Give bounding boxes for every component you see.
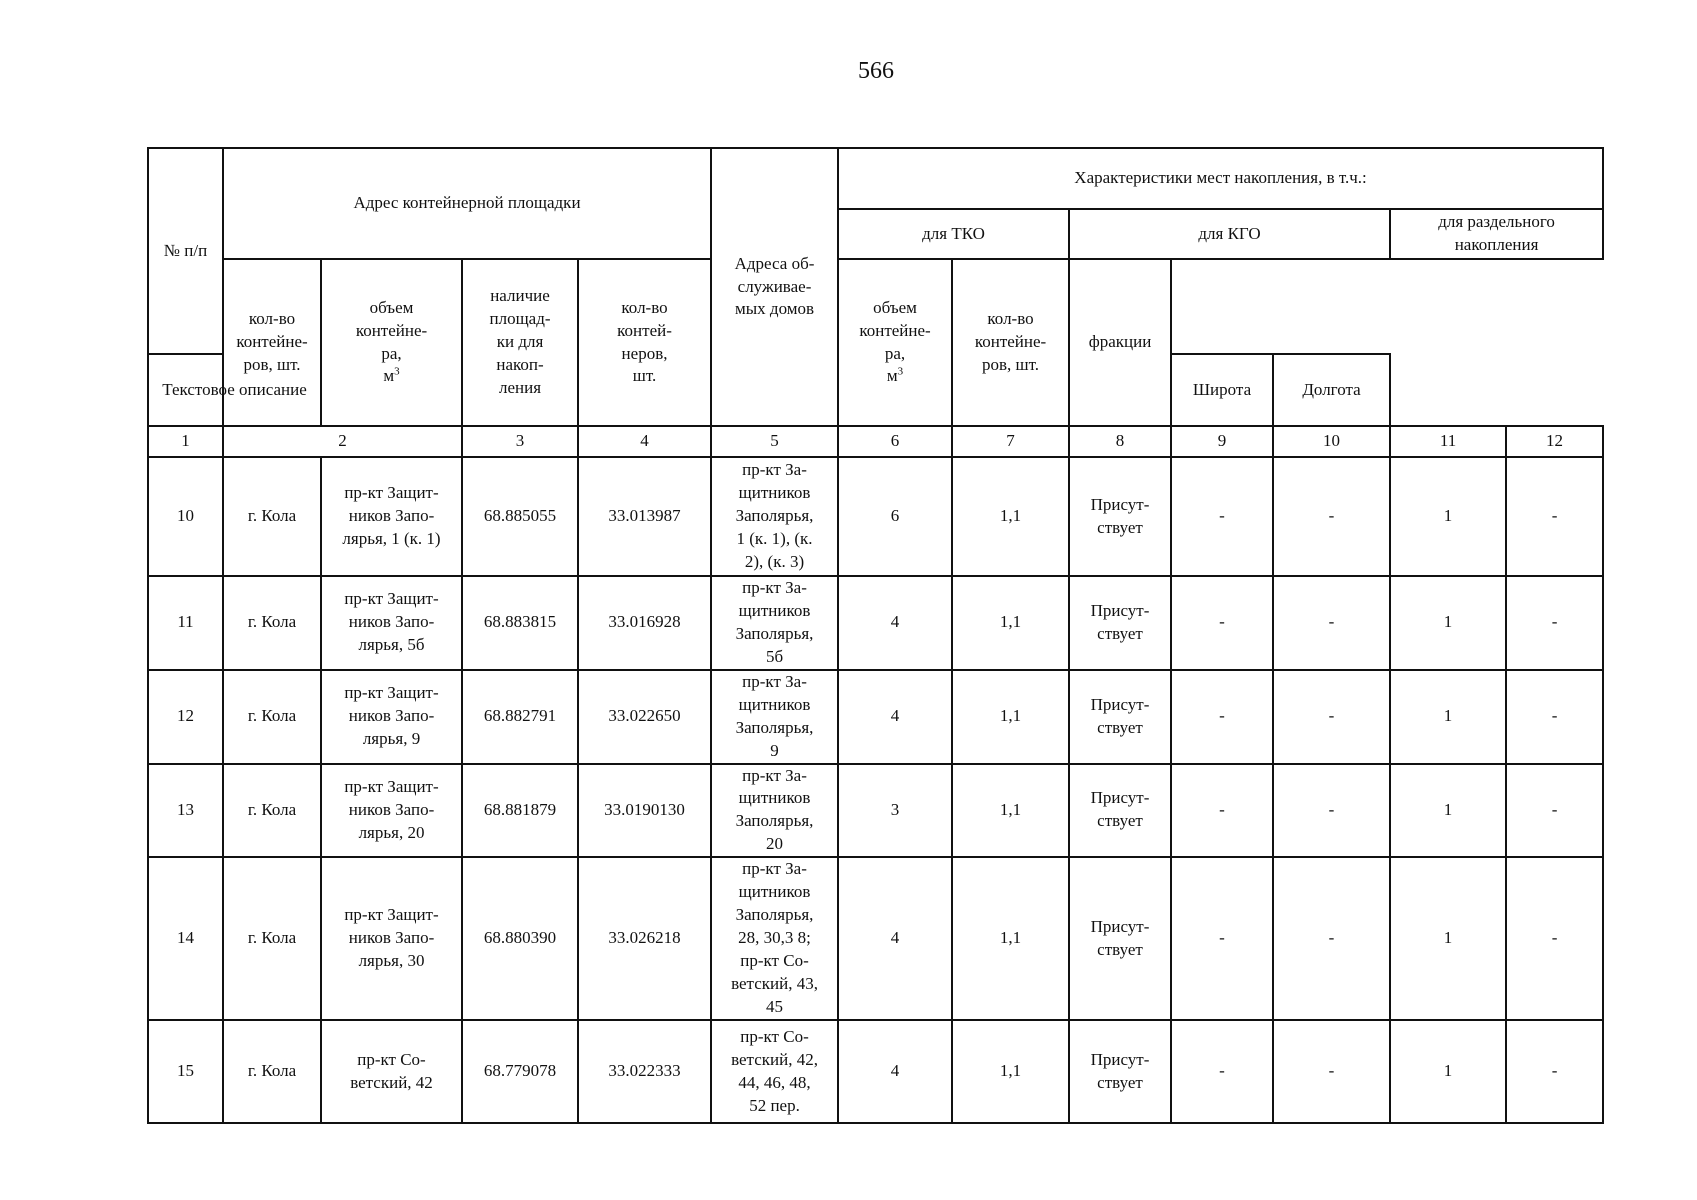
row-sep-fractions: -: [1506, 670, 1603, 764]
row-city: г. Кола: [223, 764, 321, 858]
header-kgo-presence: наличие площад- ки для накоп- ления: [462, 259, 578, 426]
row-tko-count: 4: [838, 670, 952, 764]
header-kgo-count: кол-во контей- неров, шт.: [578, 259, 711, 426]
row-sep-count: 1: [1390, 457, 1506, 576]
row-kgo-count: -: [1171, 764, 1273, 858]
row-kgo-volume: -: [1273, 576, 1390, 670]
row-city: г. Кола: [223, 576, 321, 670]
row-kgo-volume: -: [1273, 857, 1390, 1020]
column-number: 4: [578, 426, 711, 457]
row-city: г. Кола: [223, 457, 321, 576]
column-number: 2: [223, 426, 462, 457]
row-longitude: 33.0190130: [578, 764, 711, 858]
table-row: [148, 457, 1603, 576]
row-sep-count: 1: [1390, 576, 1506, 670]
row-served-houses: пр-кт За- щитников Заполярья, 28, 30,3 8; пр-кт Со- ветский, 43, 45: [711, 857, 838, 1020]
row-tko-count: 4: [838, 1020, 952, 1123]
column-number-row: [148, 426, 1603, 457]
column-number: 9: [1171, 426, 1273, 457]
row-sep-fractions: -: [1506, 1020, 1603, 1123]
row-num: 15: [148, 1020, 223, 1123]
row-kgo-count: -: [1171, 576, 1273, 670]
row-street: пр-кт Защит- ников Запо- лярья, 30: [321, 857, 462, 1020]
row-kgo-presence: Присут- ствует: [1069, 576, 1171, 670]
row-city: г. Кола: [223, 1020, 321, 1123]
row-kgo-volume: -: [1273, 670, 1390, 764]
cubic-superscript: 3: [394, 365, 400, 378]
row-street: пр-кт Защит- ников Запо- лярья, 9: [321, 670, 462, 764]
row-tko-count: 4: [838, 576, 952, 670]
page-number: 566: [858, 58, 894, 84]
header-num: № п/п: [148, 148, 223, 354]
row-kgo-presence: Присут- ствует: [1069, 857, 1171, 1020]
column-number: 10: [1273, 426, 1390, 457]
table-header: [148, 148, 1603, 457]
row-num: 14: [148, 857, 223, 1020]
column-number: 1: [148, 426, 223, 457]
row-served-houses: пр-кт За- щитников Заполярья, 5б: [711, 576, 838, 670]
row-sep-count: 1: [1390, 670, 1506, 764]
row-latitude: 68.779078: [462, 1020, 578, 1123]
header-longitude: Долгота: [1273, 354, 1390, 426]
table-body: [148, 457, 1603, 1123]
row-kgo-volume: -: [1273, 1020, 1390, 1123]
column-number: 3: [462, 426, 578, 457]
row-sep-count: 1: [1390, 857, 1506, 1020]
row-num: 13: [148, 764, 223, 858]
row-street: пр-кт Защит- ников Запо- лярья, 1 (к. 1): [321, 457, 462, 576]
row-served-houses: пр-кт За- щитников Заполярья, 20: [711, 764, 838, 858]
row-tko-volume: 1,1: [952, 670, 1069, 764]
row-sep-count: 1: [1390, 1020, 1506, 1123]
row-sep-fractions: -: [1506, 576, 1603, 670]
table-row: [148, 670, 1603, 764]
row-tko-volume: 1,1: [952, 857, 1069, 1020]
row-tko-count: 6: [838, 457, 952, 576]
column-number: 8: [1069, 426, 1171, 457]
column-number: 6: [838, 426, 952, 457]
header-tko: для ТКО: [838, 209, 1069, 259]
row-kgo-volume: -: [1273, 457, 1390, 576]
header-text-description: Текстовое описание: [148, 354, 321, 426]
row-tko-volume: 1,1: [952, 1020, 1069, 1123]
header-served-houses: Адреса об- служивае- мых домов: [711, 148, 838, 426]
header-kgo: для КГО: [1069, 209, 1390, 259]
row-longitude: 33.013987: [578, 457, 711, 576]
row-longitude: 33.016928: [578, 576, 711, 670]
row-served-houses: пр-кт За- щитников Заполярья, 9: [711, 670, 838, 764]
row-num: 11: [148, 576, 223, 670]
row-kgo-presence: Присут- ствует: [1069, 670, 1171, 764]
row-tko-volume: 1,1: [952, 576, 1069, 670]
row-tko-volume: 1,1: [952, 764, 1069, 858]
table-row: [148, 1020, 1603, 1123]
row-kgo-count: -: [1171, 857, 1273, 1020]
header-tko-volume: объем контейне- ра, $м^3$: [321, 259, 462, 426]
row-longitude: 33.026218: [578, 857, 711, 1020]
header-characteristics: Характеристики мест накопления, в т.ч.:: [838, 148, 1603, 209]
header-latitude: Широта: [1171, 354, 1273, 426]
row-served-houses: пр-кт За- щитников Заполярья, 1 (к. 1), (к. 2), (к. 3): [711, 457, 838, 576]
row-latitude: 68.881879: [462, 764, 578, 858]
header-tko-count: кол-во контейне- ров, шт.: [223, 259, 321, 426]
row-served-houses: пр-кт Со- ветский, 42, 44, 46, 48, 52 пер.: [711, 1020, 838, 1123]
column-number: 11: [1390, 426, 1506, 457]
row-street: пр-кт Защит- ников Запо- лярья, 20: [321, 764, 462, 858]
row-city: г. Кола: [223, 857, 321, 1020]
row-kgo-count: -: [1171, 1020, 1273, 1123]
row-kgo-count: -: [1171, 670, 1273, 764]
cubic-superscript: 3: [897, 365, 904, 378]
header-kgo-volume: объем контейне- ра, $м^3$: [838, 259, 952, 426]
row-sep-fractions: -: [1506, 764, 1603, 858]
row-longitude: 33.022650: [578, 670, 711, 764]
row-kgo-volume: -: [1273, 764, 1390, 858]
column-number: 12: [1506, 426, 1603, 457]
row-sep-count: 1: [1390, 764, 1506, 858]
row-num: 10: [148, 457, 223, 576]
row-street: пр-кт Со- ветский, 42: [321, 1020, 462, 1123]
row-kgo-presence: Присут- ствует: [1069, 764, 1171, 858]
header-sep-fractions: фракции: [1069, 259, 1171, 426]
header-address: Адрес контейнерной площадки: [223, 148, 711, 259]
row-sep-fractions: -: [1506, 857, 1603, 1020]
row-tko-count: 4: [838, 857, 952, 1020]
table-row: [148, 764, 1603, 858]
table-row: [148, 857, 1603, 1020]
row-num: 12: [148, 670, 223, 764]
row-longitude: 33.022333: [578, 1020, 711, 1123]
column-number: 5: [711, 426, 838, 457]
header-separate: для раздельного накопления: [1390, 209, 1603, 259]
row-city: г. Кола: [223, 670, 321, 764]
row-kgo-presence: Присут- ствует: [1069, 457, 1171, 576]
row-sep-fractions: -: [1506, 457, 1603, 576]
row-kgo-presence: Присут- ствует: [1069, 1020, 1171, 1123]
row-latitude: 68.885055: [462, 457, 578, 576]
header-sep-count: кол-во контейне- ров, шт.: [952, 259, 1069, 426]
row-tko-count: 3: [838, 764, 952, 858]
row-kgo-count: -: [1171, 457, 1273, 576]
column-number: 7: [952, 426, 1069, 457]
row-tko-volume: 1,1: [952, 457, 1069, 576]
table-row: [148, 576, 1603, 670]
row-street: пр-кт Защит- ников Запо- лярья, 5б: [321, 576, 462, 670]
container-sites-table: [147, 147, 1604, 1124]
row-latitude: 68.883815: [462, 576, 578, 670]
row-latitude: 68.882791: [462, 670, 578, 764]
row-latitude: 68.880390: [462, 857, 578, 1020]
